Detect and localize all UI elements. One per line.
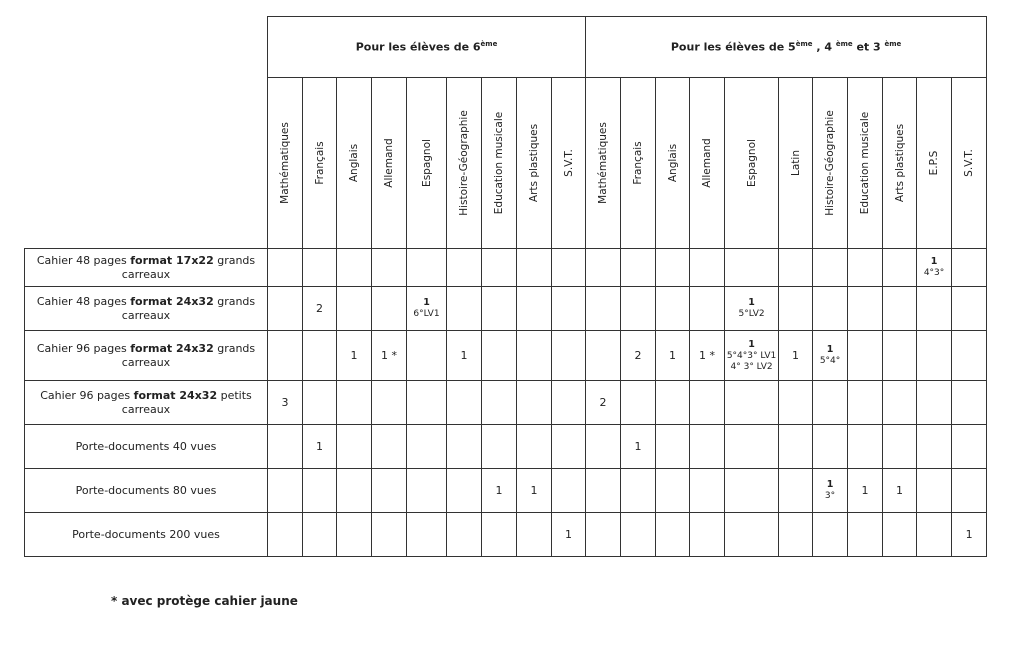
subject-label: Anglais — [348, 143, 360, 183]
quantity-cell — [552, 249, 586, 287]
table-row — [25, 287, 987, 331]
quantity-cell — [848, 425, 883, 469]
quantity-value: 1 — [316, 439, 323, 453]
quantity-cell — [407, 513, 447, 557]
quantity-cell — [586, 331, 621, 381]
table-row — [25, 425, 987, 469]
quantity-cell — [482, 469, 517, 513]
subject-header — [621, 78, 656, 249]
item-label — [25, 469, 268, 513]
quantity-cell — [621, 287, 656, 331]
quantity-cell — [337, 381, 372, 425]
quantity-cell — [482, 249, 517, 287]
quantity-value: 1 — [748, 338, 755, 350]
quantity-cell — [268, 381, 303, 425]
quantity-cell — [517, 469, 552, 513]
quantity-cell — [372, 425, 407, 469]
quantity-cell — [779, 469, 813, 513]
quantity-cell — [848, 513, 883, 557]
quantity-cell — [656, 249, 690, 287]
quantity-cell — [848, 249, 883, 287]
quantity-cell — [586, 513, 621, 557]
quantity-cell — [725, 513, 779, 557]
item-label-part: Porte-documents 200 vues — [72, 527, 220, 541]
subject-label: Français — [313, 141, 326, 185]
quantity-cell — [725, 331, 779, 381]
item-label — [25, 381, 268, 425]
quantity-cell — [268, 425, 303, 469]
quantity-cell — [917, 249, 952, 287]
quantity-cell — [952, 287, 987, 331]
quantity-cell — [621, 469, 656, 513]
quantity-cell — [813, 249, 848, 287]
quantity-cell — [447, 469, 482, 513]
quantity-cell — [656, 331, 690, 381]
item-label-part: grands carreaux — [121, 253, 259, 281]
subject-label: Arts plastiques — [528, 123, 540, 203]
quantity-cell — [690, 469, 725, 513]
quantity-cell — [621, 425, 656, 469]
quantity-note: 5°LV2 — [738, 309, 765, 319]
quantity-cell — [621, 249, 656, 287]
quantity-cell — [917, 287, 952, 331]
item-label — [25, 287, 268, 331]
quantity-cell — [952, 331, 987, 381]
subject-label: Arts plastiques — [893, 123, 906, 203]
quantity-cell — [337, 425, 372, 469]
quantity-cell — [407, 425, 447, 469]
quantity-cell — [813, 425, 848, 469]
quantity-cell — [656, 381, 690, 425]
subject-header — [482, 78, 517, 249]
quantity-value: 1 — [965, 527, 973, 541]
quantity-cell — [552, 287, 586, 331]
quantity-cell — [447, 513, 482, 557]
quantity-cell — [917, 331, 952, 381]
quantity-cell — [656, 287, 690, 331]
quantity-note: 4°3° — [923, 268, 945, 278]
subject-header — [372, 78, 407, 249]
quantity-cell — [813, 469, 848, 513]
quantity-cell — [779, 331, 813, 381]
subject-label: S.V.T. — [963, 149, 976, 177]
quantity-value: 1 * — [381, 348, 397, 362]
subject-header — [268, 78, 303, 249]
quantity-cell — [552, 425, 586, 469]
quantity-cell — [779, 513, 813, 557]
quantity-cell — [337, 513, 372, 557]
quantity-note: 6°LV1 — [413, 309, 440, 319]
quantity-cell — [517, 249, 552, 287]
quantity-cell — [848, 381, 883, 425]
item-label-part: Cahier 48 pages — [36, 294, 131, 308]
table-row — [25, 469, 987, 513]
quantity-cell — [952, 469, 987, 513]
quantity-cell — [268, 287, 303, 331]
quantity-cell — [552, 381, 586, 425]
quantity-cell — [517, 381, 552, 425]
quantity-value: 1 — [748, 297, 755, 308]
quantity-cell — [447, 425, 482, 469]
quantity-cell — [303, 381, 337, 425]
quantity-cell — [482, 425, 517, 469]
subject-header — [517, 78, 552, 249]
subject-label: E.P.S — [928, 150, 941, 176]
subject-header — [303, 78, 337, 249]
subject-label: Education musicale — [493, 111, 505, 215]
item-label-part: Cahier 48 pages — [36, 253, 131, 267]
quantity-value: 1 — [530, 483, 538, 497]
quantity-cell — [586, 287, 621, 331]
quantity-cell — [725, 425, 779, 469]
quantity-cell — [517, 287, 552, 331]
quantity-cell — [621, 331, 656, 381]
subject-label: Histoire-Géographie — [824, 110, 837, 216]
quantity-cell — [848, 287, 883, 331]
quantity-value: 1 — [495, 483, 503, 497]
subject-header — [725, 78, 779, 249]
quantity-cell — [517, 331, 552, 381]
quantity-cell — [552, 469, 586, 513]
quantity-cell — [952, 513, 987, 557]
quantity-cell — [813, 287, 848, 331]
subject-header — [917, 78, 952, 249]
quantity-cell — [268, 469, 303, 513]
quantity-cell — [779, 381, 813, 425]
subject-label: Allemand — [701, 138, 714, 188]
group-header-5eme-4eme-3eme: Pour les élèves de 5ème , 4 $^{ème}$ et 3 $^{ème}$ — [586, 17, 987, 78]
subject-label: Latin — [789, 150, 802, 176]
item-label-part: Cahier 96 pages — [36, 341, 131, 355]
quantity-cell — [779, 287, 813, 331]
subject-label: Anglais — [666, 143, 679, 183]
table-row — [25, 249, 987, 287]
quantity-value: 1 * — [699, 348, 716, 362]
item-label-part: Porte-documents 40 vues — [75, 439, 217, 453]
quantity-cell — [552, 331, 586, 381]
subject-header — [779, 78, 813, 249]
quantity-cell — [725, 469, 779, 513]
quantity-cell — [586, 249, 621, 287]
table-row — [25, 331, 987, 381]
quantity-cell — [883, 331, 917, 381]
quantity-cell — [372, 513, 407, 557]
quantity-cell — [779, 249, 813, 287]
quantity-cell — [447, 287, 482, 331]
quantity-cell — [586, 469, 621, 513]
subject-label: Mathématiques — [279, 122, 291, 204]
quantity-cell — [372, 469, 407, 513]
subject-header — [848, 78, 883, 249]
quantity-value: 1 — [423, 297, 430, 308]
quantity-cell — [268, 249, 303, 287]
quantity-value: 1 — [930, 256, 938, 267]
subject-label: S.V.T. — [562, 149, 575, 177]
quantity-cell — [407, 287, 447, 331]
supplies-table — [24, 16, 987, 557]
quantity-cell — [621, 381, 656, 425]
quantity-cell — [586, 381, 621, 425]
quantity-cell — [621, 513, 656, 557]
footnote: * avec protège cahier jaune — [111, 594, 298, 608]
quantity-cell — [952, 249, 987, 287]
item-label-part: grands carreaux — [121, 341, 259, 369]
quantity-cell — [303, 469, 337, 513]
item-label-part: Cahier 96 pages — [40, 388, 134, 402]
subject-label: Histoire-Géographie — [458, 110, 470, 216]
quantity-cell — [725, 381, 779, 425]
subject-header — [407, 78, 447, 249]
quantity-cell — [813, 381, 848, 425]
quantity-cell — [690, 249, 725, 287]
quantity-cell — [552, 513, 586, 557]
quantity-cell — [725, 287, 779, 331]
quantity-cell — [779, 425, 813, 469]
subject-label: Espagnol — [745, 139, 758, 187]
quantity-value: 2 — [634, 348, 642, 362]
item-label-part: Porte-documents 80 vues — [75, 483, 217, 497]
quantity-cell — [883, 469, 917, 513]
subject-header — [813, 78, 848, 249]
quantity-cell — [372, 249, 407, 287]
subject-header — [656, 78, 690, 249]
item-label-part: format 24x32 — [130, 341, 214, 355]
quantity-cell — [337, 469, 372, 513]
item-label-part: format 17x22 — [130, 253, 214, 267]
quantity-cell — [447, 381, 482, 425]
subject-label: Allemand — [383, 138, 395, 188]
quantity-cell — [482, 287, 517, 331]
quantity-cell — [303, 249, 337, 287]
quantity-cell — [690, 331, 725, 381]
quantity-cell — [303, 513, 337, 557]
item-label — [25, 249, 268, 287]
item-label-part: grands carreaux — [121, 294, 259, 322]
quantity-cell — [813, 513, 848, 557]
quantity-value: 2 — [316, 301, 323, 315]
quantity-note: 3° — [824, 491, 836, 501]
quantity-cell — [690, 513, 725, 557]
quantity-value: 1 — [861, 483, 869, 497]
quantity-cell — [656, 469, 690, 513]
quantity-value: 1 — [669, 348, 677, 362]
quantity-cell — [337, 249, 372, 287]
quantity-value: 1 — [896, 483, 904, 497]
quantity-value: 1 — [826, 344, 834, 355]
subject-header — [586, 78, 621, 249]
quantity-cell — [482, 381, 517, 425]
quantity-cell — [813, 331, 848, 381]
quantity-cell — [848, 331, 883, 381]
quantity-cell — [848, 469, 883, 513]
quantity-note: 5°4°3° LV1 4° 3° LV2 — [726, 350, 777, 372]
subject-header — [447, 78, 482, 249]
quantity-cell — [586, 425, 621, 469]
quantity-cell — [917, 381, 952, 425]
quantity-cell — [482, 331, 517, 381]
subject-header — [883, 78, 917, 249]
subject-label: Education musicale — [859, 111, 872, 215]
quantity-cell — [482, 513, 517, 557]
subject-header — [952, 78, 987, 249]
quantity-cell — [917, 425, 952, 469]
group-header-6eme: Pour les élèves de 6ème — [268, 17, 586, 78]
quantity-value: 1 — [565, 527, 573, 541]
quantity-value: 1 — [826, 479, 834, 490]
item-label — [25, 513, 268, 557]
subject-header — [552, 78, 586, 249]
quantity-cell — [690, 425, 725, 469]
quantity-cell — [517, 425, 552, 469]
quantity-cell — [303, 331, 337, 381]
quantity-cell — [656, 513, 690, 557]
quantity-cell — [268, 513, 303, 557]
quantity-value: 1 — [350, 348, 358, 362]
item-label — [25, 425, 268, 469]
quantity-cell — [268, 331, 303, 381]
quantity-value: 1 — [792, 348, 800, 362]
quantity-cell — [337, 287, 372, 331]
quantity-cell — [407, 469, 447, 513]
subject-label: Français — [632, 141, 645, 185]
subject-header — [337, 78, 372, 249]
quantity-cell — [883, 249, 917, 287]
quantity-value: 1 — [634, 439, 642, 453]
quantity-cell — [952, 381, 987, 425]
quantity-cell — [690, 287, 725, 331]
subject-header — [690, 78, 725, 249]
quantity-value: 1 — [460, 348, 468, 362]
quantity-cell — [372, 331, 407, 381]
quantity-note: 5°4° — [819, 356, 841, 366]
subject-label: Mathématiques — [597, 122, 610, 204]
quantity-cell — [407, 331, 447, 381]
quantity-cell — [883, 381, 917, 425]
quantity-cell — [917, 469, 952, 513]
quantity-value: 3 — [281, 395, 289, 409]
quantity-cell — [952, 425, 987, 469]
quantity-cell — [447, 331, 482, 381]
quantity-cell — [407, 381, 447, 425]
item-label-part: format 24x32 — [130, 294, 214, 308]
table-row — [25, 381, 987, 425]
item-label-part: format 24x32 — [133, 388, 218, 402]
quantity-cell — [303, 287, 337, 331]
quantity-cell — [372, 287, 407, 331]
table-row — [25, 513, 987, 557]
subject-label: Espagnol — [420, 139, 433, 187]
item-label-part: petits carreaux — [121, 388, 256, 416]
quantity-cell — [917, 513, 952, 557]
quantity-cell — [517, 513, 552, 557]
item-label — [25, 331, 268, 381]
quantity-cell — [337, 331, 372, 381]
quantity-cell — [883, 287, 917, 331]
quantity-cell — [690, 381, 725, 425]
quantity-cell — [447, 249, 482, 287]
quantity-cell — [725, 249, 779, 287]
quantity-cell — [883, 425, 917, 469]
quantity-cell — [372, 381, 407, 425]
quantity-cell — [407, 249, 447, 287]
quantity-cell — [656, 425, 690, 469]
corner-blank — [25, 17, 268, 249]
quantity-value: 2 — [599, 395, 607, 409]
quantity-cell — [883, 513, 917, 557]
quantity-cell — [303, 425, 337, 469]
